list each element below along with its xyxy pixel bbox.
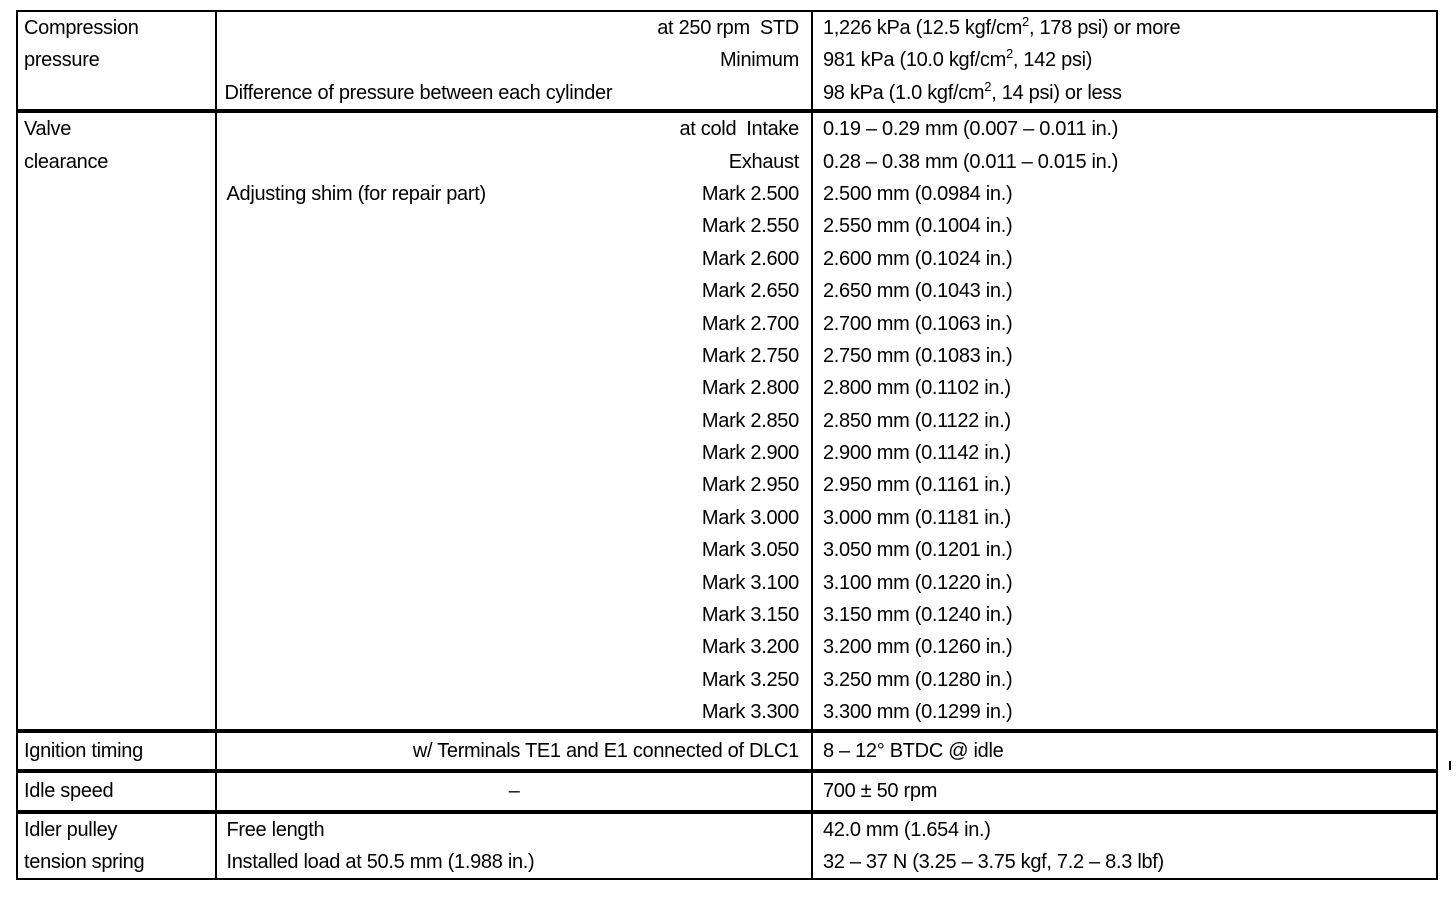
shim-thickness-value: 2.550 mm (0.1004 in.) bbox=[822, 215, 1013, 238]
valve-condition-exhaust: Exhaust bbox=[728, 150, 799, 173]
shim-mark: Mark 3.300 bbox=[701, 701, 799, 724]
diff-value-b: , 14 psi) or less bbox=[991, 81, 1122, 104]
idler-label-line1: Idler pulley bbox=[24, 818, 118, 841]
shim-mark-row bbox=[217, 664, 811, 696]
std-value-b: , 178 psi) or more bbox=[1028, 17, 1181, 39]
compression-label-line1: Compression bbox=[24, 17, 139, 39]
valve-value-exhaust: 0.28 – 0.38 mm (0.011 – 0.015 in.) bbox=[822, 150, 1119, 173]
ignition-label-cell bbox=[17, 731, 216, 771]
compression-condition-minimum: Minimum bbox=[719, 49, 799, 72]
shim-mark: Mark 2.950 bbox=[701, 474, 799, 497]
std-rpm-text: at 250 rpm bbox=[657, 17, 750, 39]
cold-text: at cold bbox=[679, 118, 737, 141]
shim-thickness-value: 2.500 mm (0.0984 in.) bbox=[822, 182, 1013, 205]
shim-mark-row bbox=[217, 502, 811, 534]
shim-mark: Mark 3.100 bbox=[701, 571, 799, 594]
min-value-b: , 142 psi) bbox=[1012, 49, 1093, 72]
shim-thickness-value: 2.950 mm (0.1161 in.) bbox=[822, 474, 1011, 497]
shim-thickness-value: 2.700 mm (0.1063 in.) bbox=[822, 312, 1013, 335]
diff-value-a: 98 kPa (1.0 kgf/cm bbox=[822, 81, 985, 104]
shim-mark-row bbox=[217, 243, 811, 275]
shim-mark-row bbox=[217, 631, 811, 663]
shim-mark: Mark 2.500 bbox=[701, 182, 799, 205]
idler-condition-cell bbox=[216, 812, 812, 880]
shim-thickness-value: 3.050 mm (0.1201 in.) bbox=[822, 539, 1013, 562]
shim-mark-row bbox=[217, 275, 811, 307]
compression-condition-cell bbox=[216, 11, 812, 111]
shim-mark-row bbox=[217, 372, 811, 404]
shim-thickness-value: 3.200 mm (0.1260 in.) bbox=[822, 636, 1013, 659]
std-value-a: 1,226 kPa (12.5 kgf/cm bbox=[822, 17, 1023, 39]
shim-thickness-value: 2.800 mm (0.1102 in.) bbox=[822, 377, 1011, 400]
shim-value-list bbox=[813, 178, 1436, 729]
shim-mark: Mark 2.650 bbox=[701, 280, 799, 303]
shim-mark: Mark 3.200 bbox=[701, 636, 799, 659]
shim-mark-row bbox=[217, 534, 811, 566]
idle-value-cell bbox=[812, 771, 1437, 812]
shim-mark: Mark 2.700 bbox=[701, 312, 799, 335]
valve-label-line2: clearance bbox=[24, 150, 109, 173]
specification-table bbox=[16, 10, 1438, 880]
compression-value-std bbox=[813, 12, 1436, 44]
intake-text: Intake bbox=[746, 118, 799, 141]
idler-condition-free-length: Free length bbox=[226, 818, 325, 841]
valve-value-cell bbox=[812, 111, 1437, 730]
compression-condition-std bbox=[217, 12, 811, 44]
ignition-value: 8 – 12° BTDC @ idle bbox=[822, 739, 1004, 762]
shim-mark-row bbox=[217, 340, 811, 372]
std-text: STD bbox=[759, 17, 799, 39]
shim-thickness-value: 2.650 mm (0.1043 in.) bbox=[822, 280, 1013, 303]
compression-value-cell bbox=[812, 11, 1437, 111]
idler-label-cell bbox=[17, 812, 216, 880]
shim-thickness-value: 3.300 mm (0.1299 in.) bbox=[822, 701, 1013, 724]
compression-label-line2: pressure bbox=[24, 49, 100, 72]
shim-mark: Mark 3.050 bbox=[701, 539, 799, 562]
shim-mark-row bbox=[217, 210, 811, 242]
shim-thickness-value: 3.150 mm (0.1240 in.) bbox=[822, 604, 1013, 627]
idle-condition-cell bbox=[216, 771, 812, 812]
shim-label: Adjusting shim (for repair part) bbox=[226, 182, 486, 205]
idler-value-installed-load: 32 – 37 N (3.25 – 3.75 kgf, 7.2 – 8.3 lbf) bbox=[822, 850, 1164, 873]
ignition-label: Ignition timing bbox=[24, 739, 143, 762]
idle-label-cell bbox=[17, 771, 216, 812]
idler-value-free-length: 42.0 mm (1.654 in.) bbox=[822, 818, 991, 841]
min-value-sup: 2 bbox=[1005, 46, 1013, 62]
valve-clearance-row bbox=[17, 111, 1437, 730]
idle-condition: – bbox=[508, 779, 520, 802]
shim-mark: Mark 2.850 bbox=[701, 409, 799, 432]
ignition-condition-cell bbox=[216, 731, 812, 771]
diff-value-sup: 2 bbox=[984, 78, 992, 94]
shim-thickness-value: 3.000 mm (0.1181 in.) bbox=[822, 506, 1011, 529]
scan-edge-mark bbox=[1449, 761, 1451, 770]
shim-mark: Mark 2.800 bbox=[701, 377, 799, 400]
valve-label-cell bbox=[17, 111, 216, 730]
valve-condition-intake bbox=[217, 113, 811, 145]
ignition-condition: w/ Terminals TE1 and E1 connected of DLC1 bbox=[412, 739, 799, 762]
compression-condition-difference: Difference of pressure between each cylinder bbox=[224, 81, 613, 104]
min-value-a: 981 kPa (10.0 kgf/cm bbox=[822, 49, 1006, 72]
shim-thickness-value: 2.750 mm (0.1083 in.) bbox=[822, 344, 1013, 367]
shim-mark-list bbox=[217, 178, 811, 729]
shim-mark: Mark 2.750 bbox=[701, 344, 799, 367]
idler-value-cell bbox=[812, 812, 1437, 880]
shim-mark-row bbox=[217, 178, 811, 210]
idler-pulley-row bbox=[17, 812, 1437, 880]
idler-condition-installed-load: Installed load at 50.5 mm (1.988 in.) bbox=[226, 850, 535, 873]
shim-thickness-value: 2.900 mm (0.1142 in.) bbox=[822, 442, 1011, 465]
shim-mark-row bbox=[217, 469, 811, 501]
ignition-timing-row bbox=[17, 731, 1437, 771]
compression-value-minimum bbox=[813, 44, 1436, 76]
shim-mark-row bbox=[217, 696, 811, 728]
idle-value: 700 ± 50 rpm bbox=[822, 779, 938, 802]
idle-speed-row bbox=[17, 771, 1437, 812]
shim-mark-row bbox=[217, 308, 811, 340]
shim-mark: Mark 3.250 bbox=[701, 668, 799, 691]
shim-mark: Mark 2.550 bbox=[701, 215, 799, 238]
compression-value-difference bbox=[813, 77, 1436, 109]
shim-thickness-value: 3.100 mm (0.1220 in.) bbox=[822, 571, 1013, 594]
valve-value-intake: 0.19 – 0.29 mm (0.007 – 0.011 in.) bbox=[822, 118, 1119, 141]
valve-label-line1: Valve bbox=[24, 118, 72, 141]
shim-mark-row bbox=[217, 567, 811, 599]
valve-condition-cell bbox=[216, 111, 812, 730]
shim-mark-row bbox=[217, 405, 811, 437]
shim-mark-row bbox=[217, 599, 811, 631]
shim-thickness-value: 2.850 mm (0.1122 in.) bbox=[822, 409, 1011, 432]
shim-mark: Mark 2.900 bbox=[701, 442, 799, 465]
idler-label-line2: tension spring bbox=[24, 850, 145, 873]
compression-pressure-row bbox=[17, 11, 1437, 111]
shim-mark: Mark 3.000 bbox=[701, 506, 799, 529]
shim-thickness-value: 3.250 mm (0.1280 in.) bbox=[822, 668, 1013, 691]
shim-mark: Mark 2.600 bbox=[701, 247, 799, 270]
ignition-value-cell bbox=[812, 731, 1437, 771]
idle-label: Idle speed bbox=[24, 779, 114, 802]
std-value-sup: 2 bbox=[1022, 14, 1029, 29]
shim-mark-row bbox=[217, 437, 811, 469]
shim-thickness-value: 2.600 mm (0.1024 in.) bbox=[822, 247, 1013, 270]
compression-label-cell bbox=[17, 11, 216, 111]
shim-mark: Mark 3.150 bbox=[701, 604, 799, 627]
